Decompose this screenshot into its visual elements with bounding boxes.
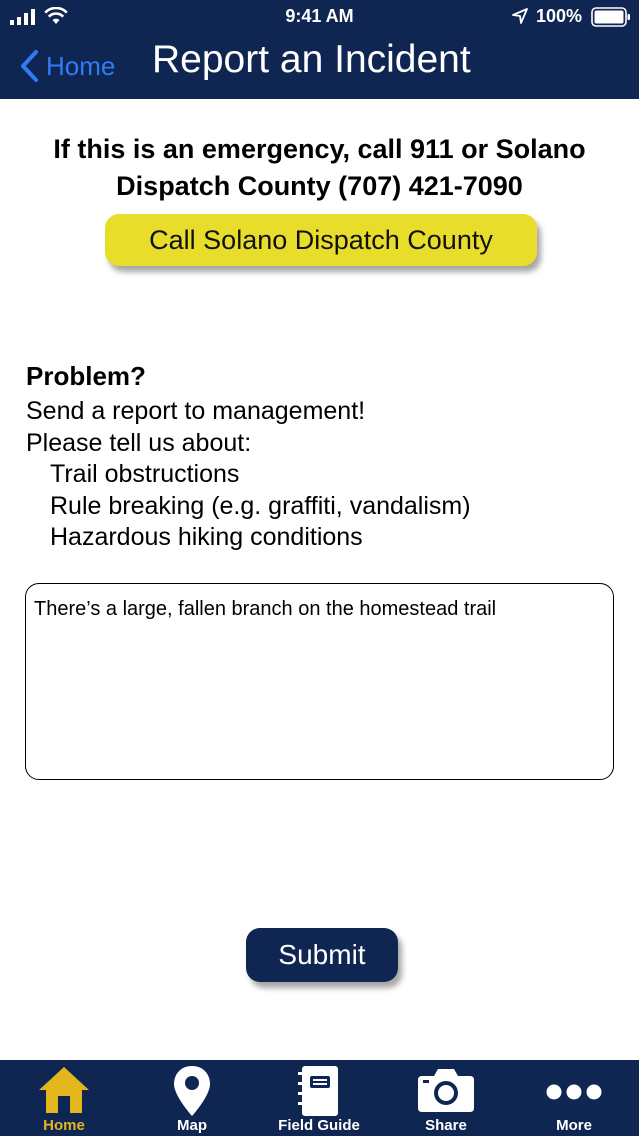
- tab-map[interactable]: [128, 1060, 256, 1136]
- tab-label: More: [556, 1117, 592, 1134]
- tab-label: Share: [425, 1117, 467, 1134]
- tab-bar: [0, 1060, 639, 1136]
- problem-line-1: Send a report to management!: [26, 397, 366, 425]
- problem-line-2: Please tell us about:: [26, 428, 252, 457]
- status-time: 9:41 AM: [285, 6, 354, 26]
- battery-percent: 100%: [536, 6, 583, 26]
- status-bar: [0, 0, 639, 34]
- problem-heading: Problem?: [26, 361, 146, 391]
- camera-icon: [416, 1064, 476, 1114]
- emergency-line-1: If this is an emergency, call 911 or Solano: [53, 134, 586, 164]
- map-pin-icon: [172, 1064, 212, 1118]
- problem-item: Rule breaking (e.g. graffiti, vandalism): [50, 491, 471, 520]
- problem-item: Hazardous hiking conditions: [50, 523, 363, 551]
- emergency-notice: [20, 131, 619, 205]
- notebook-icon: [296, 1064, 342, 1118]
- tab-label: Map: [177, 1117, 207, 1134]
- location-arrow-icon: [512, 8, 528, 24]
- submit-button[interactable]: Submit: [246, 928, 398, 982]
- problem-item: Trail obstructions: [50, 460, 240, 488]
- back-label: Home: [46, 50, 116, 81]
- tab-home[interactable]: [0, 1060, 128, 1136]
- tab-label: Field Guide: [278, 1117, 360, 1134]
- home-icon: [36, 1064, 92, 1116]
- more-dots-icon: [544, 1064, 604, 1114]
- call-dispatch-button[interactable]: Call Solano Dispatch County: [105, 214, 537, 266]
- tab-label: Home: [43, 1117, 85, 1134]
- tab-share[interactable]: [382, 1060, 510, 1136]
- emergency-line-2: Dispatch County (707) 421-7090: [116, 171, 523, 201]
- chevron-left-icon: [18, 49, 40, 83]
- problem-instructions: [26, 396, 471, 554]
- battery-icon: [591, 7, 631, 27]
- page-title: Report an Incident: [152, 38, 471, 81]
- back-button[interactable]: [18, 48, 115, 84]
- tab-field-guide[interactable]: [255, 1060, 383, 1136]
- nav-bar: [0, 0, 639, 99]
- report-text-area[interactable]: There’s a large, fallen branch on the homestead trail: [25, 583, 614, 780]
- tab-more[interactable]: [510, 1060, 638, 1136]
